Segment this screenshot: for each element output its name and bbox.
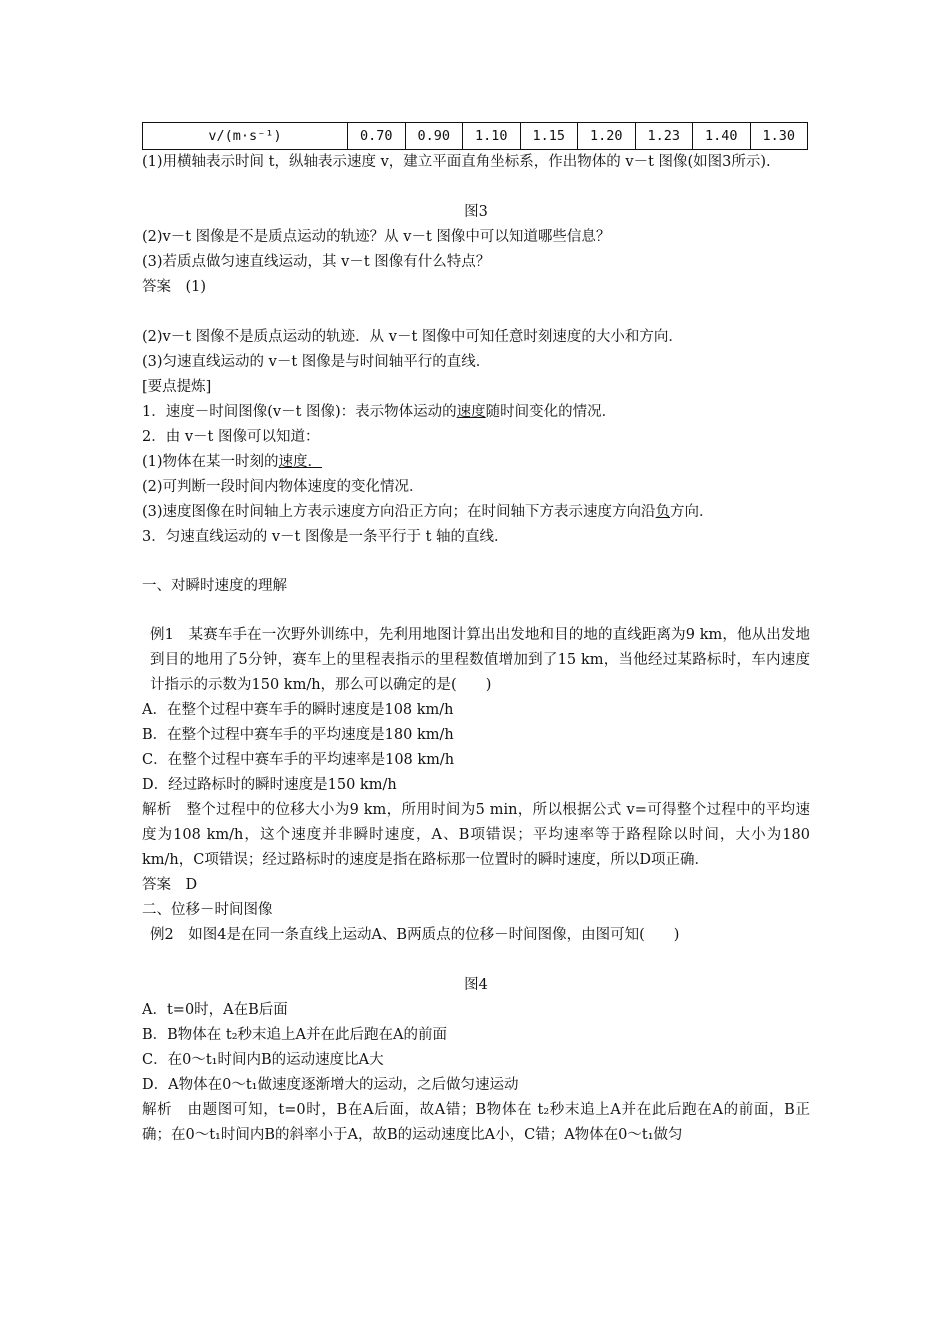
example-1-option-a: A．在整个过程中赛车手的瞬时速度是108 km/h xyxy=(142,702,454,718)
key-point-2a: (1)物体在某一时刻的速度． xyxy=(142,454,323,470)
example-2-stem: 例2 如图4是在同一条直线上运动A、B两质点的位移－时间图像，由图可知( ) xyxy=(150,927,680,943)
example-2-analysis: 解析 由题图可知，t=0时，B在A后面，故A错；B物体在 t₂秒末追上A并在此后跑在A的前面，B正确；在0～t₁时间内B的斜率小于A，故B的运动速度比A小，C错；A物体在0～t₁做匀 xyxy=(142,1102,810,1143)
table-cell: 1.20 xyxy=(578,123,636,150)
figure-3-caption: 图3 xyxy=(464,204,488,220)
table-cell: 1.40 xyxy=(693,123,751,150)
example-1-option-d: D．经过路标时的瞬时速度是150 km/h xyxy=(142,777,397,793)
example-2-option-c: C．在0～t₁时间内B的运动速度比A大 xyxy=(142,1052,384,1068)
table-cell: 1.23 xyxy=(635,123,693,150)
document-page xyxy=(142,122,810,1148)
answer-1: 答案 (1) xyxy=(142,279,207,295)
table-cell: 1.10 xyxy=(463,123,521,150)
key-point-2: 2．由 v－t 图像可以知道： xyxy=(142,429,320,445)
example-1-stem: 例1 某赛车手在一次野外训练中，先利用地图计算出出发地和目的地的直线距离为9 km，他从出发地到目的地用了5分钟，赛车上的里程表指示的里程数值增加到了15 km，当他经过某路标时，车内速度计指示的示数为150 km/h，那么可以确定的是( ) xyxy=(150,627,810,693)
example-2-option-d: D．A物体在0～t₁做速度逐渐增大的运动，之后做匀速运动 xyxy=(142,1077,519,1093)
key-point-1: 1．速度－时间图像(v－t 图像)：表示物体运动的速度随时间变化的情况． xyxy=(142,404,617,420)
key-point-2b: (2)可判断一段时间内物体速度的变化情况． xyxy=(142,479,424,495)
key-points-title: [要点提炼] xyxy=(142,379,212,395)
table-header-cell: v/(m·s⁻¹) xyxy=(143,123,348,150)
table-cell: 1.15 xyxy=(520,123,578,150)
example-1-answer: 答案 D xyxy=(142,877,198,893)
example-2-option-b: B．B物体在 t₂秒末追上A并在此后跑在A的前面 xyxy=(142,1027,448,1043)
example-2-option-a: A．t=0时，A在B后面 xyxy=(142,1002,288,1018)
figure-4-caption: 图4 xyxy=(464,977,488,993)
table-cell: 1.30 xyxy=(750,123,808,150)
example-1-analysis: 解析 整个过程中的位移大小为9 km，所用时间为5 min，所以根据公式 v=可得整个过程中的平均速度为108 km/h，这个速度并非瞬时速度，A、B项错误；平均速率等于路程除以时间，大小为180 km/h，C项错误；经过路标时的速度是指在路标那一位置时的瞬时速度，所以D项正确． xyxy=(142,802,810,868)
example-1-option-b: B．在整个过程中赛车手的平均速度是180 km/h xyxy=(142,727,454,743)
question-2: (2)v－t 图像是不是质点运动的轨迹？从 v－t 图像中可以知道哪些信息？ xyxy=(142,229,611,245)
table-cell: 0.90 xyxy=(405,123,463,150)
question-3: (3)若质点做匀速直线运动，其 v－t 图像有什么特点？ xyxy=(142,254,491,270)
section-2-heading: 二、位移－时间图像 xyxy=(142,902,273,918)
key-point-2c: (3)速度图像在时间轴上方表示速度方向沿正方向；在时间轴下方表示速度方向沿负方向． xyxy=(142,504,714,520)
key-point-3: 3．匀速直线运动的 v－t 图像是一条平行于 t 轴的直线． xyxy=(142,529,509,545)
table-cell: 0.70 xyxy=(348,123,406,150)
section-1-heading: 一、对瞬时速度的理解 xyxy=(142,578,287,594)
question-1: (1)用横轴表示时间 t，纵轴表示速度 v，建立平面直角坐标系，作出物体的 v－t 图像(如图3所示). xyxy=(142,154,771,170)
velocity-table xyxy=(142,122,808,150)
answer-3: (3)匀速直线运动的 v－t 图像是与时间轴平行的直线． xyxy=(142,354,491,370)
example-1-option-c: C．在整个过程中赛车手的平均速率是108 km/h xyxy=(142,752,455,768)
answer-2: (2)v－t 图像不是质点运动的轨迹．从 v－t 图像中可知任意时刻速度的大小和方向． xyxy=(142,329,683,345)
table-row xyxy=(143,123,808,150)
